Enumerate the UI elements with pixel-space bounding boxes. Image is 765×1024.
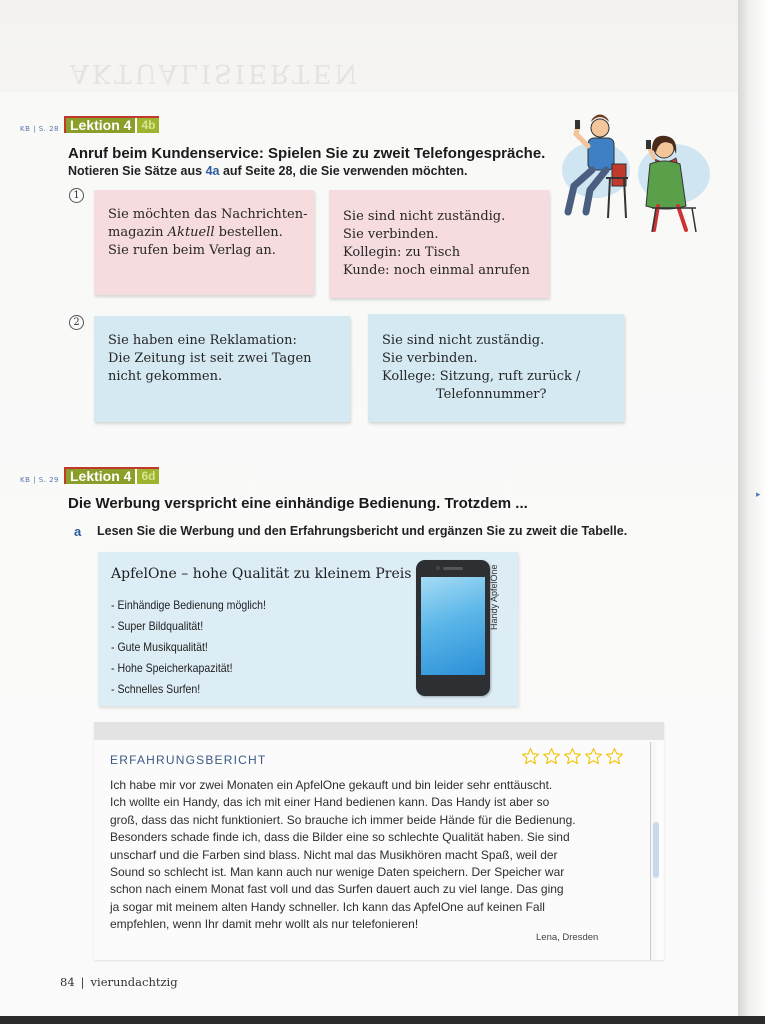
lektion-badge <box>64 116 159 133</box>
exercise-heading: Die Werbung verspricht eine einhändige Bedienung. Trotzdem ... <box>68 495 528 512</box>
review-scrollbar[interactable] <box>650 742 662 960</box>
list-item: - Schnelles Surfen! <box>111 682 201 696</box>
smartphone-icon <box>416 560 490 696</box>
man-head-icon <box>591 119 609 137</box>
page-footer: 84 | vierundachtzig <box>60 975 178 989</box>
review-text: Ich habe mir vor zwei Monaten ein ApfelOne gekauft und bin leider sehr enttäuscht. Ich wollte ein Handy, das ich mit einer Hand bedienen kann. Das Handy ist aber so groß, dass das nicht funktioniert. So brauche ich immer beide Hände für die Bedienung. Besonders schade finde ich, dass die Bilder eine so schlechte Qualität haben. Sie sind unscharf und die Farben sind blass. Nicht mal das Musikhören macht Spaß, weil der Sound so schlecht ist. Man kann auch nur wenige Daten speichern. Der Speicher war schon nach einem Monat fast voll und das Surfen dauert auch zu viel lange. Das ging ja sogar mit meinem alten Handy schneller. Ich kann das ApfelOne auf keinen Fall empfehlen, wenn Ihr damit mehr wollt als nur telefonieren! <box>110 778 576 932</box>
exercise-instruction: Notieren Sie Sätze aus 4a auf Seite 28, die Sie verwenden möchten. <box>68 164 468 178</box>
task-instruction: Lesen Sie die Werbung und den Erfahrungsbericht und ergänzen Sie zu zweit die Tabelle. <box>97 524 628 538</box>
lektion-label: Lektion 4 <box>66 118 135 133</box>
ad-feature-list <box>111 595 287 700</box>
star-icon[interactable] <box>605 747 624 766</box>
dialog-1-caller-card: Sie möchten das Nachrichten- magazin Aktuell bestellen. Sie rufen beim Verlag an. <box>94 190 314 295</box>
dialog-2-caller-card: Sie haben eine Reklamation: Die Zeitung ist seit zwei Tagen nicht gekommen. <box>94 316 350 422</box>
advertisement-box <box>98 552 518 706</box>
dialog-2-agent-card: Sie sind nicht zuständig. Sie verbinden. Kollege: Sitzung, ruft zurück / Telefonnummer? <box>368 314 624 422</box>
star-rating[interactable] <box>521 747 624 766</box>
page-number: 84 <box>60 975 75 989</box>
scan-edge <box>0 1016 765 1024</box>
woman-coat-icon <box>646 161 686 209</box>
task-letter: a <box>74 524 82 539</box>
ad-title: ApfelOne – hohe Qualität zu kleinem Preis <box>111 566 412 582</box>
phone-screen <box>421 577 485 675</box>
list-item: - Einhändige Bedienung möglich! <box>111 598 266 612</box>
lektion-label: Lektion 4 <box>66 469 135 484</box>
star-icon[interactable] <box>584 747 603 766</box>
phone-call-illustration <box>556 108 716 236</box>
lektion-badge <box>64 467 159 484</box>
review-author: Lena, Dresden <box>536 932 599 943</box>
list-item: - Super Bildqualität! <box>111 619 204 633</box>
page-edge-marker: ▸ <box>756 490 761 500</box>
lektion-sub-label: 4b <box>135 118 159 133</box>
mirrored-bleed-title: AKTUALISIERTEN <box>70 58 361 88</box>
star-icon[interactable] <box>521 747 540 766</box>
phone-caption: Handy ApfelOne <box>489 564 499 630</box>
man-shirt-icon <box>588 138 614 170</box>
page-number-word: vierundachtzig <box>90 975 178 989</box>
review-title: ERFAHRUNGSBERICHT <box>110 753 267 767</box>
dialog-number-1: 1 <box>69 188 84 203</box>
dialog-1-agent-card: Sie sind nicht zuständig. Sie verbinden. Kollegin: zu Tisch Kunde: noch einmal anrufen <box>329 190 549 298</box>
book-spine <box>738 0 765 1024</box>
scrollbar-thumb[interactable] <box>653 822 659 878</box>
kb-reference: KB | S. 28 <box>20 125 60 133</box>
lektion-sub-label: 6d <box>135 469 159 484</box>
dialog-number-2: 2 <box>69 315 84 330</box>
list-item: - Hohe Speicherkapazität! <box>111 661 233 675</box>
kb-reference: KB | S. 29 <box>20 476 60 484</box>
list-item: - Gute Musikqualität! <box>111 640 208 654</box>
star-icon[interactable] <box>563 747 582 766</box>
exercise-heading: Anruf beim Kundenservice: Spielen Sie zu zweit Telefongespräche. <box>68 145 546 162</box>
star-icon[interactable] <box>542 747 561 766</box>
